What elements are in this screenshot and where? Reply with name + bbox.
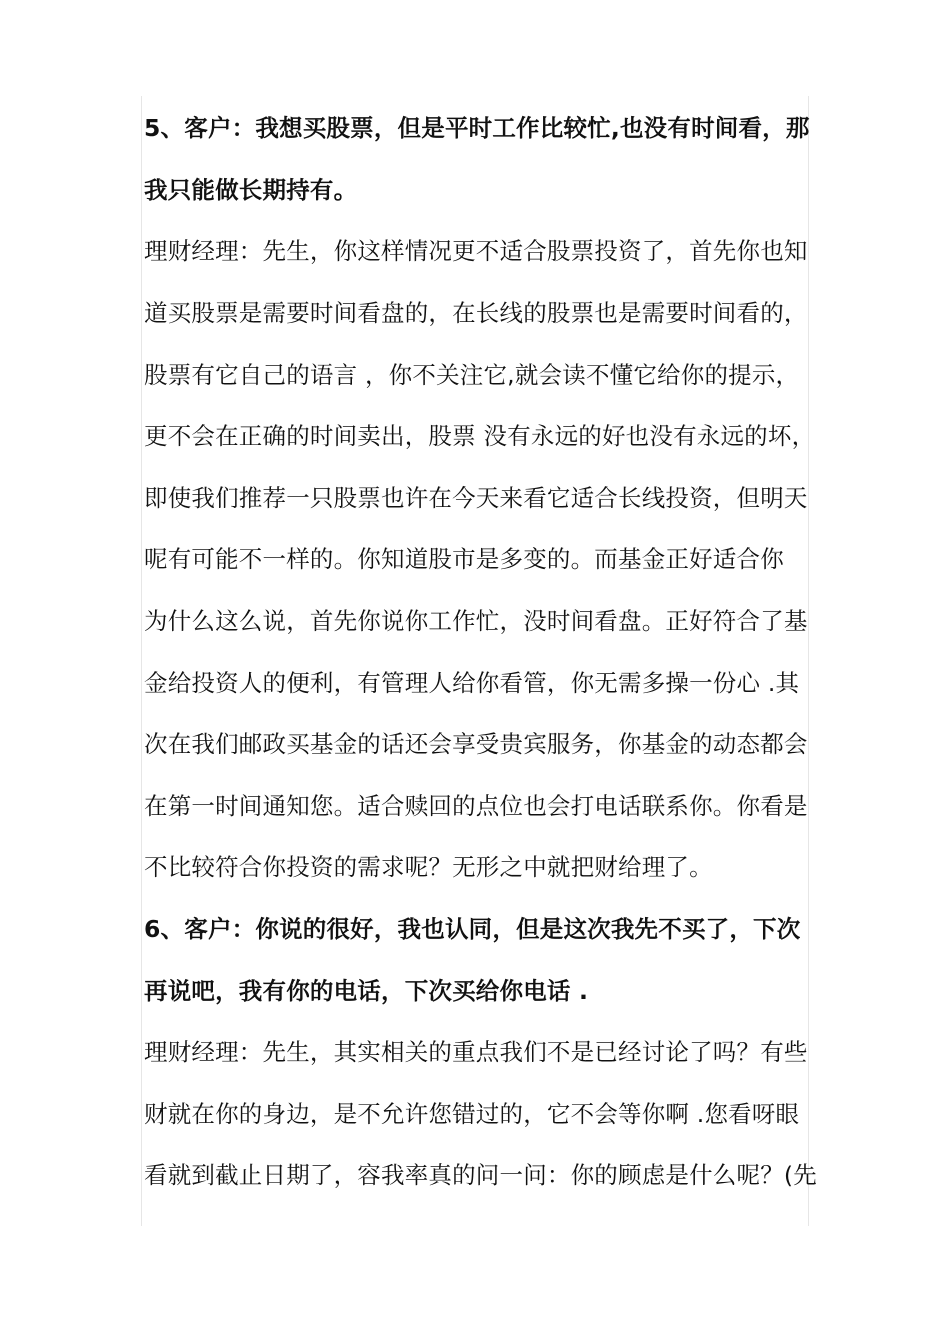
answer-5-line-9: 次在我们邮政买基金的话还会享受贵宾服务，你基金的动态都会: [144, 730, 808, 758]
answer-6-line-3: 看就到截止日期了，容我率真的问一问：你的顾虑是什么呢？(先: [144, 1161, 817, 1189]
answer-5-line-11: 不比较符合你投资的需求呢？无形之中就把财给理了。: [144, 853, 713, 881]
question-5-line-1: 5、客户：我想买股票，但是平时工作比较忙,也没有时间看，那: [144, 114, 810, 142]
answer-5-line-10: 在第一时间通知您。适合赎回的点位也会打电话联系你。你看是: [144, 792, 808, 820]
question-6-line-2: 再说吧，我有你的电话，下次买给你电话 .: [144, 977, 589, 1005]
answer-6-line-1: 理财经理：先生，其实相关的重点我们不是已经讨论了吗？有些: [144, 1038, 808, 1066]
answer-5-line-6: 呢有可能不一样的。你知道股市是多变的。而基金正好适合你: [144, 545, 784, 573]
answer-5-line-8: 金给投资人的便利，有管理人给你看管，你无需多操一份心 .其: [144, 669, 800, 697]
question-6-line-1: 6、客户：你说的很好，我也认同，但是这次我先不买了，下次: [144, 915, 801, 943]
answer-5-line-5: 即使我们推荐一只股票也许在今天来看它适合长线投资，但明天: [144, 484, 808, 512]
answer-5-line-3: 股票有它自己的语言 ，你不关注它,就会读不懂它给你的提示，: [144, 361, 800, 389]
answer-5-line-7: 为什么这么说，首先你说你工作忙，没时间看盘。正好符合了基: [144, 607, 808, 635]
question-5-line-2: 我只能做长期持有。: [144, 176, 358, 204]
answer-5-line-4: 更不会在正确的时间卖出，股票 没有永远的好也没有永远的坏，: [144, 422, 816, 450]
answer-6-line-2: 财就在你的身边，是不允许您错过的，它不会等你啊 .您看呀眼: [144, 1100, 800, 1128]
answer-5-line-1: 理财经理：先生，你这样情况更不适合股票投资了，首先你也知: [144, 237, 808, 265]
answer-5-line-2: 道买股票是需要时间看盘的，在长线的股票也是需要时间看的，: [144, 299, 808, 327]
